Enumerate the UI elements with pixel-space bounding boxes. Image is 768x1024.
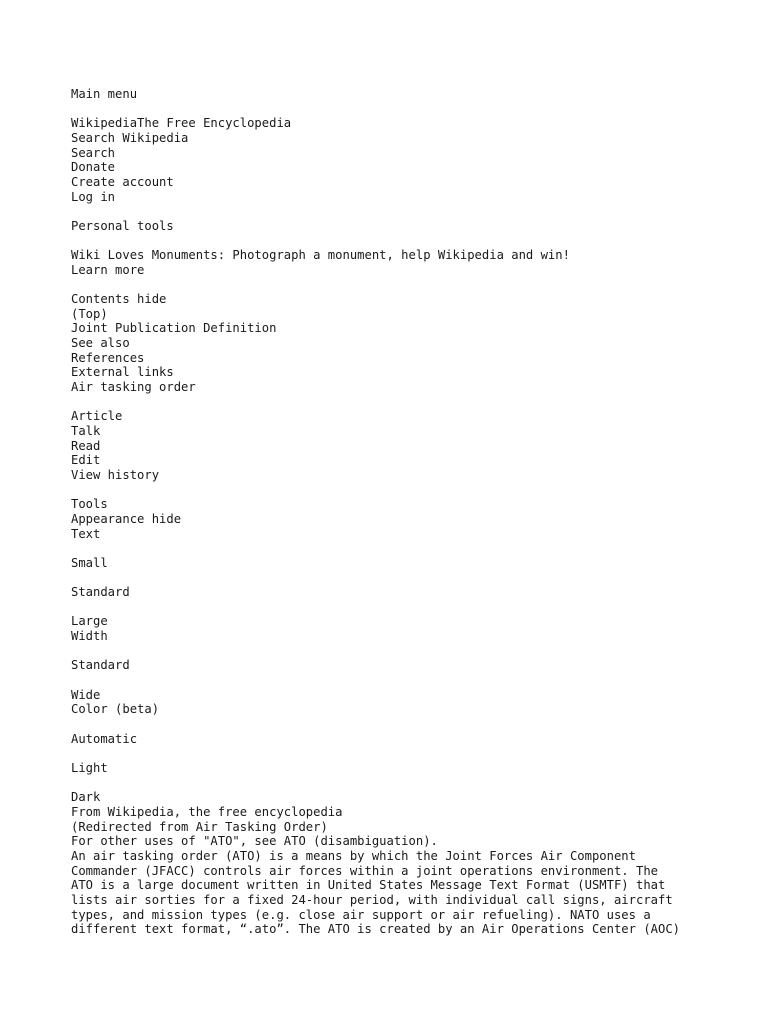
- article-paragraph-line: An air tasking order (ATO) is a means by which the Joint Forces Air Component: [71, 848, 636, 863]
- page-content: [71, 87, 711, 937]
- color-light-option[interactable]: Light: [71, 760, 108, 775]
- spacer: [71, 395, 711, 410]
- spacer: [71, 204, 711, 219]
- article-paragraph-line: different text format, “.ato”. The ATO is created by an Air Operations Center (AOC): [71, 922, 681, 937]
- banner-message: Wiki Loves Monuments: Photograph a monument, help Wikipedia and win!: [71, 248, 570, 263]
- donate-link[interactable]: Donate: [71, 160, 116, 175]
- search-input[interactable]: Search Wikipedia: [71, 130, 189, 145]
- personal-tools-button[interactable]: Personal tools: [71, 218, 174, 233]
- spacer: [71, 776, 711, 791]
- spacer: [71, 483, 711, 498]
- toc-heading[interactable]: Contents hide: [71, 292, 167, 307]
- spacer: [71, 571, 711, 586]
- spacer: [71, 673, 711, 688]
- spacer: [71, 541, 711, 556]
- spacer: [71, 644, 711, 659]
- tools-button[interactable]: Tools: [71, 497, 108, 512]
- toc-item-references[interactable]: References: [71, 350, 145, 365]
- spacer: [71, 277, 711, 292]
- spacer: [71, 600, 711, 615]
- tab-edit[interactable]: Edit: [71, 453, 101, 468]
- banner-learn-more-link[interactable]: Learn more: [71, 262, 145, 277]
- appearance-heading[interactable]: Appearance hide: [71, 511, 182, 526]
- article-paragraph-line: ATO is a large document written in United States Message Text Format (USMTF) that: [71, 878, 666, 893]
- text-size-small-option[interactable]: Small: [71, 555, 108, 570]
- toc-item-external-links[interactable]: External links: [71, 365, 174, 380]
- color-label: Color (beta): [71, 702, 160, 717]
- spacer: [71, 717, 711, 732]
- redirect-note[interactable]: (Redirected from Air Tasking Order): [71, 819, 328, 834]
- toc-item-joint-publication-definition[interactable]: Joint Publication Definition: [71, 321, 277, 336]
- tab-article[interactable]: Article: [71, 409, 123, 424]
- tab-talk[interactable]: Talk: [71, 424, 101, 439]
- spacer: [71, 234, 711, 249]
- color-dark-option[interactable]: Dark: [71, 790, 101, 805]
- toc-item-top[interactable]: (Top): [71, 306, 108, 321]
- hatnote[interactable]: For other uses of "ATO", see ATO (disambiguation).: [71, 834, 438, 849]
- text-size-standard-option[interactable]: Standard: [71, 585, 130, 600]
- page-title: Air tasking order: [71, 380, 196, 395]
- tab-view-history[interactable]: View history: [71, 467, 160, 482]
- search-button[interactable]: Search: [71, 145, 116, 160]
- wikipedia-logo[interactable]: WikipediaThe Free Encyclopedia: [71, 116, 292, 131]
- text-size-label: Text: [71, 526, 101, 541]
- log-in-link[interactable]: Log in: [71, 189, 116, 204]
- color-automatic-option[interactable]: Automatic: [71, 731, 138, 746]
- article-paragraph-line: Commander (JFACC) controls air forces within a joint operations environment. The: [71, 863, 658, 878]
- article-source-note: From Wikipedia, the free encyclopedia: [71, 804, 343, 819]
- text-size-large-option[interactable]: Large: [71, 614, 108, 629]
- tab-read[interactable]: Read: [71, 438, 101, 453]
- spacer: [71, 746, 711, 761]
- width-standard-option[interactable]: Standard: [71, 658, 130, 673]
- width-wide-option[interactable]: Wide: [71, 687, 101, 702]
- width-label: Width: [71, 629, 108, 644]
- article-paragraph-line: types, and mission types (e.g. close air support or air refueling). NATO uses a: [71, 907, 651, 922]
- main-menu-button[interactable]: Main menu: [71, 87, 138, 101]
- create-account-link[interactable]: Create account: [71, 174, 174, 189]
- toc-item-see-also[interactable]: See also: [71, 336, 130, 351]
- spacer: [71, 102, 711, 117]
- article-paragraph-line: lists air sorties for a fixed 24-hour period, with individual call signs, aircraft: [71, 892, 673, 907]
